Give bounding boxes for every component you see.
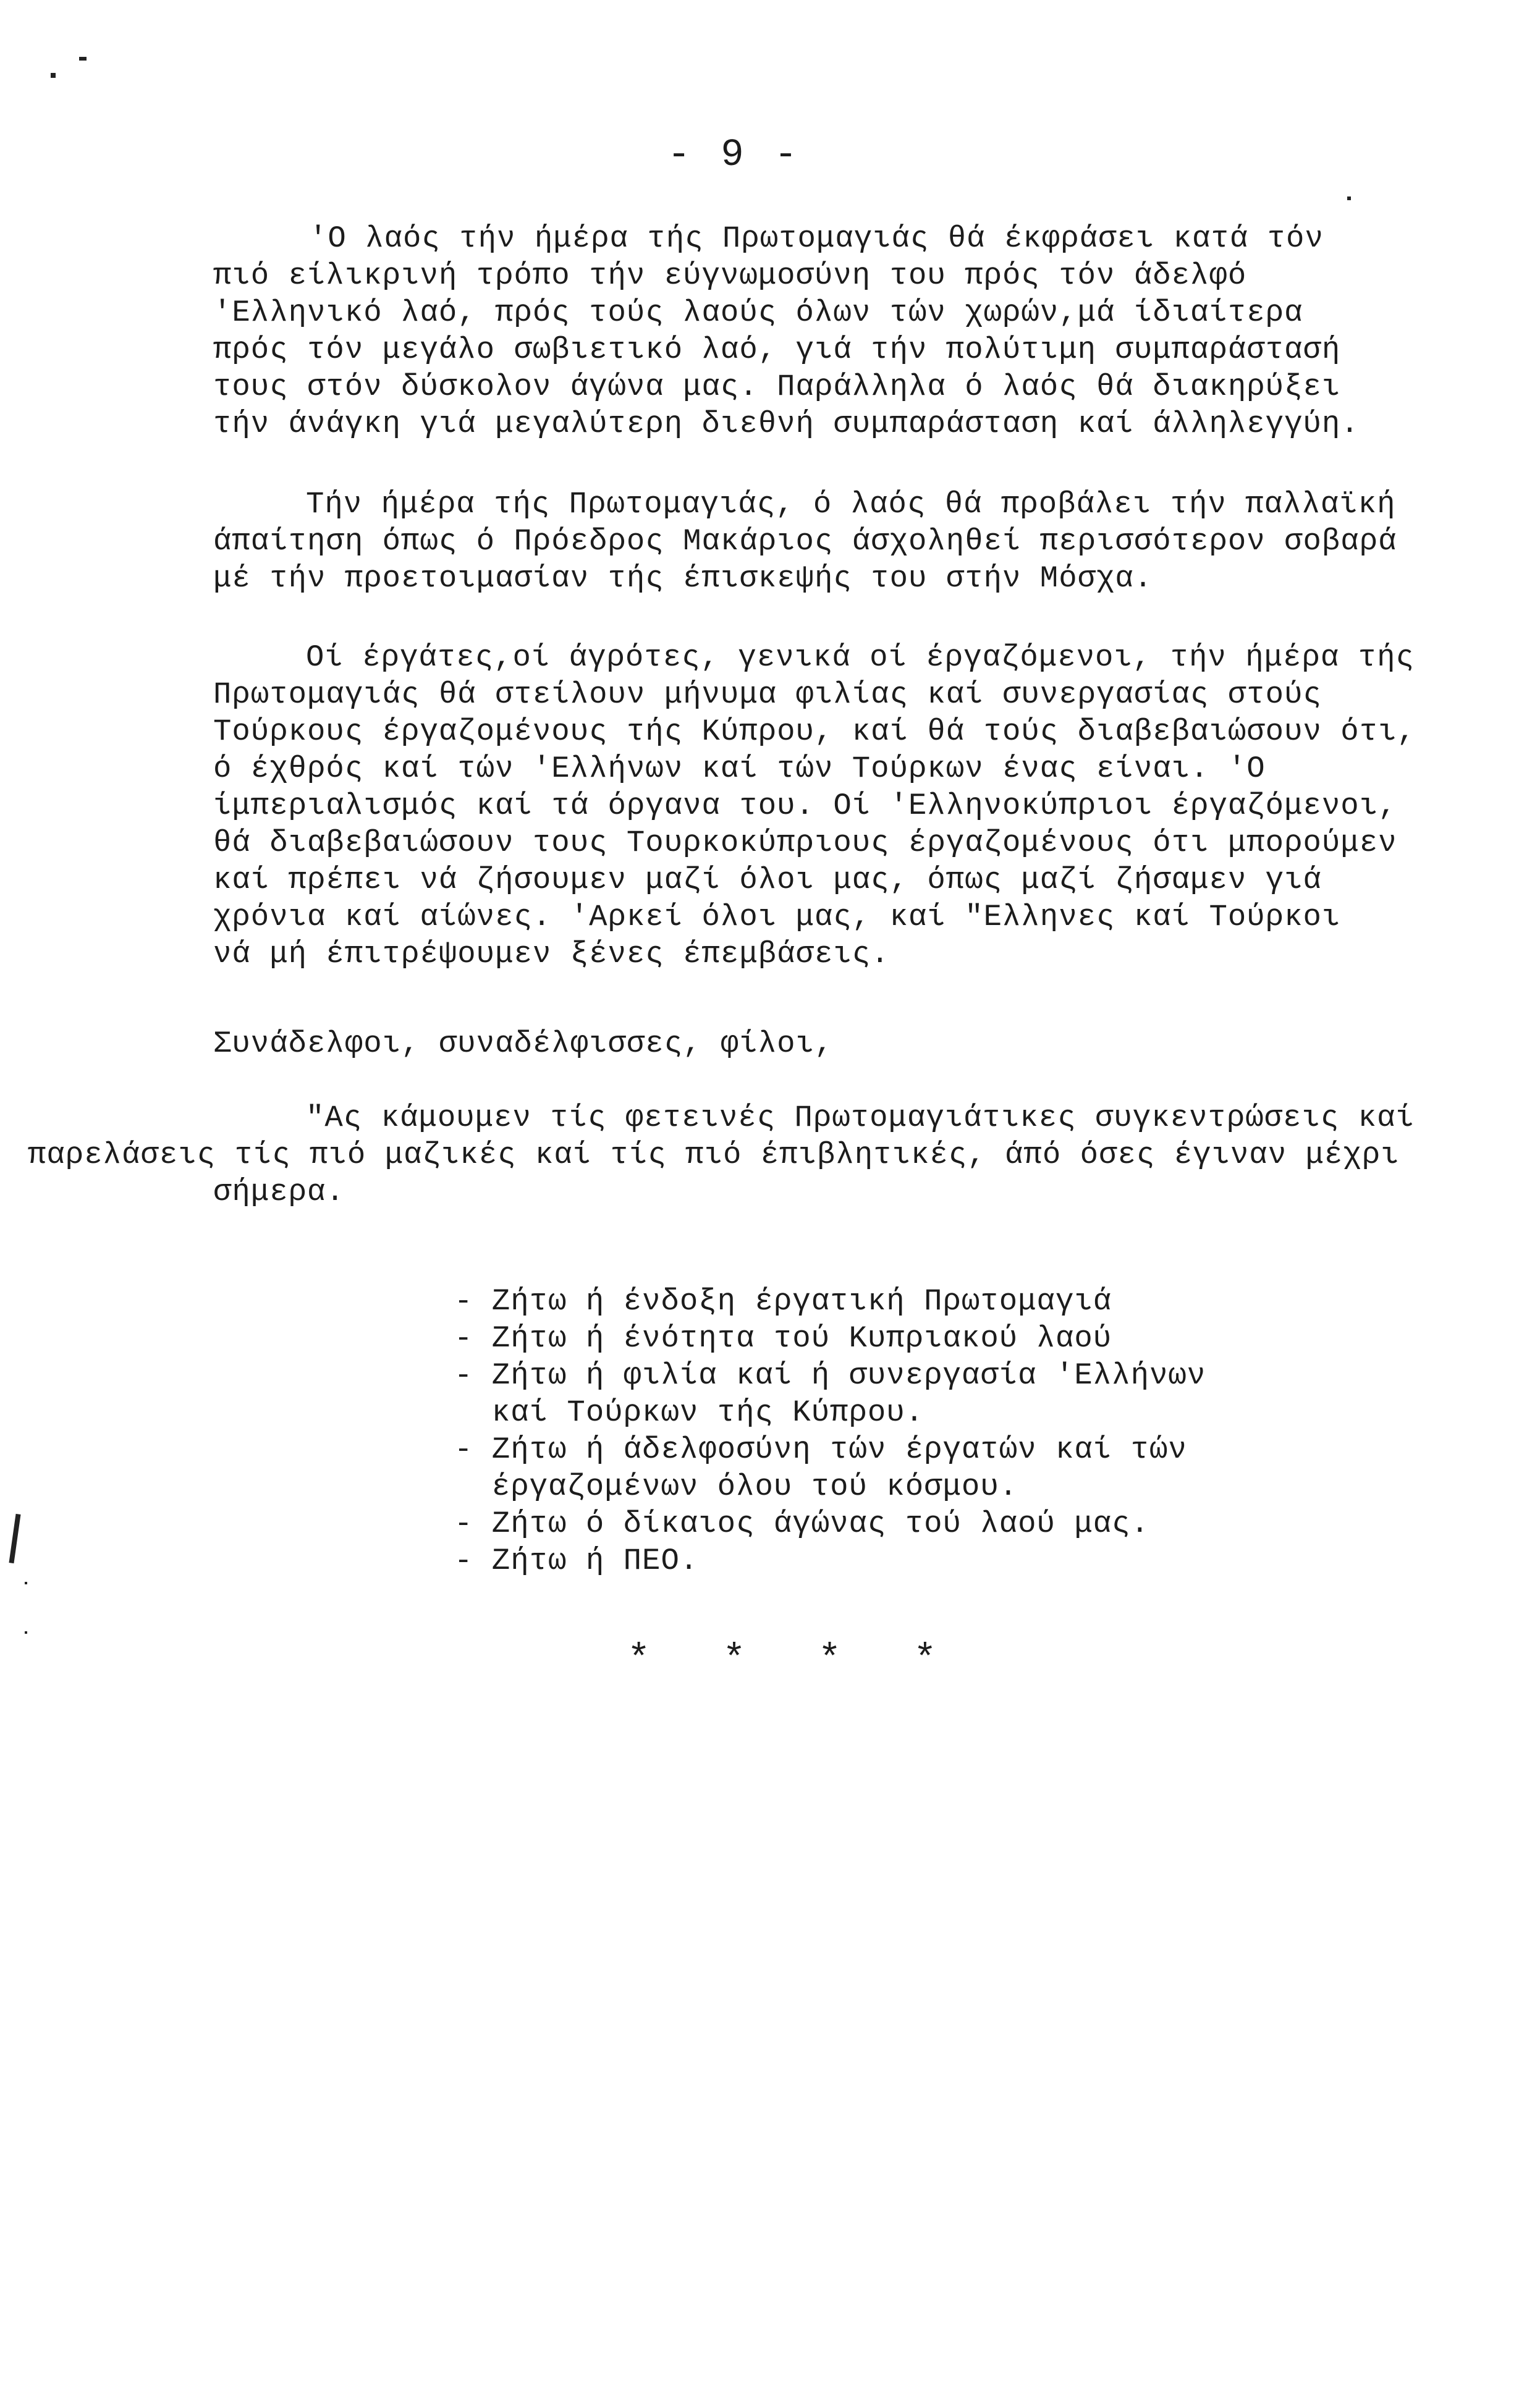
paragraph-line: άπαίτηση όπως ό Πρόεδρος Μακάριος άσχοληθεί περισσότερον σοβαρά bbox=[213, 524, 1397, 559]
paragraph-line: Οί έργάτες,οί άγρότες, γενικά οί έργαζόμενοι, τήν ήμέρα τής bbox=[306, 640, 1415, 675]
scan-speck bbox=[25, 1582, 27, 1584]
paragraph-line: πρός τόν μεγάλο σωβιετικό λαό, γιά τήν πολύτιμη συμπαράστασή bbox=[213, 332, 1341, 367]
scan-speck bbox=[9, 1514, 20, 1563]
paragraph-line: παρελάσεις τίς πιό μαζικές καί τίς πιό έπιβλητικές, άπό όσες έγιναν μέχρι bbox=[28, 1138, 1400, 1172]
paragraph-line: χρόνια καί αίώνες. 'Αρκεί όλοι μας, καί "Ελληνες καί Τούρκοι bbox=[213, 900, 1341, 934]
paragraph-line: σήμερα. bbox=[213, 1175, 345, 1209]
slogan-line: - Ζήτω ή ΠΕΟ. bbox=[454, 1544, 699, 1578]
paragraph-line: καί πρέπει νά ζήσουμεν μαζί όλοι μας, όπως μαζί ζήσαμεν γιά bbox=[213, 863, 1322, 897]
paragraph-line: τους στόν δύσκολον άγώνα μας. Παράλληλα ό λαός θά διακηρύξει bbox=[213, 370, 1341, 404]
paragraph-line: νά μή έπιτρέψουμεν ξένες έπεμβάσεις. bbox=[213, 937, 890, 971]
paragraph-line: τήν άνάγκη γιά μεγαλύτερη διεθνή συμπαράσταση καί άλληλεγγύη. bbox=[213, 407, 1360, 441]
paragraph-line: Τούρκους έργαζομένους τής Κύπρου, καί θά τούς διαβεβαιώσουν ότι, bbox=[213, 714, 1416, 749]
paragraph-line: 'Ελληνικό λαό, πρός τούς λαούς όλων τών χωρών,μά ίδιαίτερα bbox=[213, 295, 1303, 330]
paragraph-line: θά διαβεβαιώσουν τους Τουρκοκύπριους έργαζομένους ότι μπορούμεν bbox=[213, 826, 1397, 860]
slogan-line: έργαζομένων όλου τού κόσμου. bbox=[454, 1469, 1018, 1504]
scan-speck bbox=[25, 1631, 27, 1634]
slogan-line: - Ζήτω ή ένδοξη έργατική Πρωτομαγιά bbox=[454, 1284, 1112, 1319]
slogan-line: - Ζήτω ή ένότητα τού Κυπριακού λαού bbox=[454, 1321, 1112, 1356]
paragraph-line: πιό είλικρινή τρόπο τήν εύγνωμοσύνη του πρός τόν άδελφό bbox=[213, 258, 1247, 293]
slogan-line: - Ζήτω ή φιλία καί ή συνεργασία 'Ελλήνων bbox=[454, 1358, 1206, 1393]
end-mark: * * * * bbox=[627, 1637, 962, 1681]
slogan-line: καί Τούρκων τής Κύπρου. bbox=[454, 1395, 925, 1430]
paragraph-line: "Ας κάμουμεν τίς φετεινές Πρωτομαγιάτικες συγκεντρώσεις καί bbox=[306, 1100, 1415, 1135]
paragraph-line: μέ τήν προετοιμασίαν τής έπισκεψής του στήν Μόσχα. bbox=[213, 561, 1153, 596]
scan-speck bbox=[51, 73, 56, 78]
salutation: Συνάδελφοι, συναδέλφισσες, φίλοι, bbox=[213, 1026, 834, 1061]
paragraph-line: Πρωτομαγιάς θά στείλουν μήνυμα φιλίας καί συνεργασίας στούς bbox=[213, 677, 1322, 712]
scan-speck bbox=[79, 57, 87, 61]
slogan-line: - Ζήτω ό δίκαιος άγώνας τού λαού μας. bbox=[454, 1506, 1149, 1541]
paragraph-line: ίμπεριαλισμός καί τά όργανα του. Οί 'Ελληνοκύπριοι έργαζόμενοι, bbox=[213, 788, 1397, 823]
paragraph-line: Τήν ήμέρα τής Πρωτομαγιάς, ό λαός θά προβάλει τήν παλλαϊκή bbox=[306, 487, 1396, 522]
scan-speck bbox=[1347, 196, 1351, 200]
paragraph-line: ό έχθρός καί τών 'Ελλήνων καί τών Τούρκων ένας είναι. 'Ο bbox=[213, 751, 1266, 786]
paragraph-line: 'Ο λαός τήν ήμέρα τής Πρωτομαγιάς θά έκφράσει κατά τόν bbox=[309, 221, 1324, 256]
slogan-line: - Ζήτω ή άδελφοσύνη τών έργατών καί τών bbox=[454, 1432, 1187, 1467]
page-number: - 9 - bbox=[667, 133, 802, 177]
